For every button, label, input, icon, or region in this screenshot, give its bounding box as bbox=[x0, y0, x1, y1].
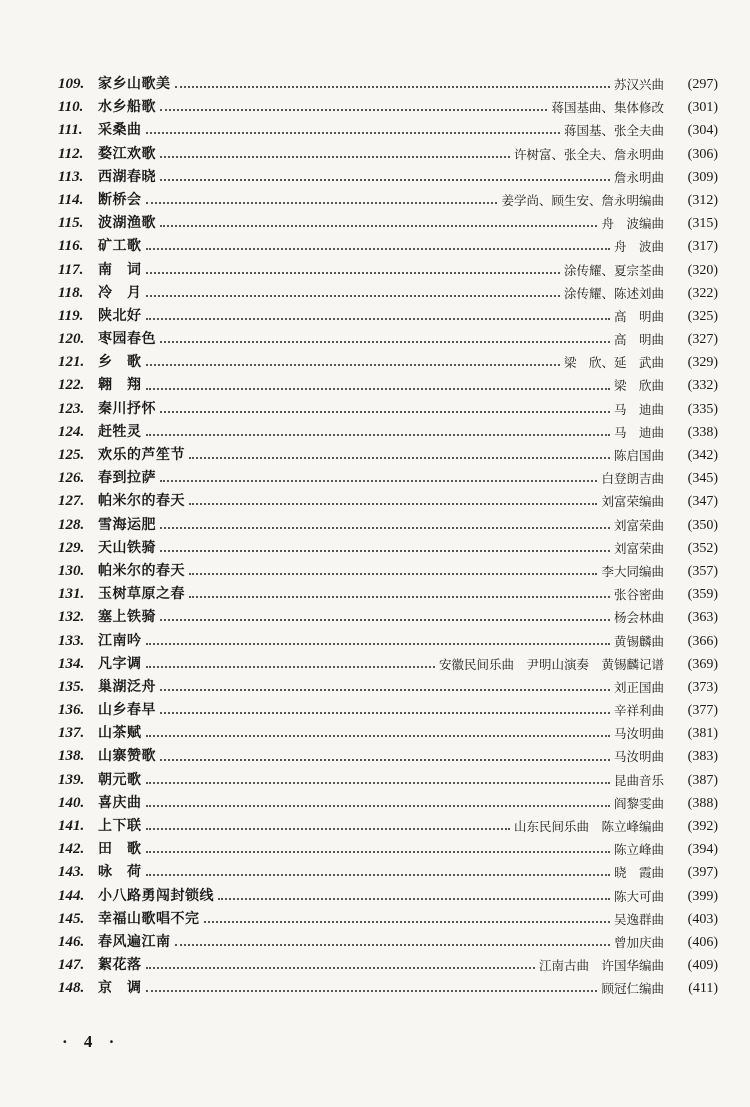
toc-entry bbox=[58, 954, 718, 977]
entry-page: (381) bbox=[687, 726, 718, 742]
entry-title: 南 词 bbox=[98, 261, 142, 278]
entry-page: (350) bbox=[687, 517, 718, 533]
toc-entry bbox=[58, 259, 718, 282]
entry-page: (312) bbox=[687, 192, 718, 208]
entry-title: 春到拉萨 bbox=[98, 470, 156, 487]
entry-number: 142. bbox=[58, 841, 85, 858]
entry-composer: 江南古曲 许国华编曲 bbox=[538, 958, 664, 974]
dot-leader bbox=[146, 131, 560, 134]
dot-leader bbox=[146, 734, 610, 737]
entry-title: 凡字调 bbox=[98, 655, 142, 672]
dot-leader bbox=[160, 526, 610, 529]
entry-number: 131. bbox=[58, 586, 85, 603]
entry-number: 120. bbox=[58, 331, 85, 348]
toc-entry bbox=[58, 722, 718, 745]
dot-leader bbox=[146, 873, 610, 876]
entry-title: 天山铁骑 bbox=[98, 539, 156, 556]
toc-entry bbox=[58, 467, 718, 490]
dot-leader bbox=[146, 989, 598, 992]
entry-title: 春风遍江南 bbox=[98, 933, 171, 950]
entry-number: 133. bbox=[58, 632, 85, 649]
entry-page: (366) bbox=[687, 633, 718, 649]
entry-number: 146. bbox=[58, 933, 85, 950]
dot-leader bbox=[146, 317, 610, 320]
entry-number: 143. bbox=[58, 864, 85, 881]
toc-entry bbox=[58, 374, 718, 397]
entry-composer: 蒋国基曲、集体修改 bbox=[551, 100, 664, 116]
entry-composer: 涂传耀、夏宗荃曲 bbox=[563, 262, 664, 278]
dot-leader bbox=[218, 897, 610, 900]
entry-composer: 高 明曲 bbox=[613, 308, 664, 324]
toc-entry bbox=[58, 769, 718, 792]
entry-composer: 梁 欣曲 bbox=[613, 378, 664, 394]
dot-leader bbox=[146, 827, 510, 830]
entry-page: (357) bbox=[687, 563, 718, 579]
toc-entry bbox=[58, 398, 718, 421]
entry-page: (325) bbox=[687, 308, 718, 324]
entry-title: 冷 月 bbox=[98, 284, 142, 301]
entry-page: (392) bbox=[687, 819, 718, 834]
toc-entry bbox=[58, 444, 718, 467]
page-number: · 4 · bbox=[62, 1032, 121, 1051]
toc-entry bbox=[58, 606, 718, 629]
entry-page: (359) bbox=[687, 587, 718, 603]
entry-number: 113. bbox=[58, 168, 84, 185]
entry-page: (387) bbox=[687, 772, 718, 788]
entry-composer: 苏汉兴曲 bbox=[613, 77, 664, 92]
dot-leader bbox=[160, 410, 610, 413]
dot-leader bbox=[146, 271, 560, 274]
dot-leader bbox=[160, 479, 597, 482]
entry-page: (335) bbox=[687, 401, 718, 417]
entry-composer: 黄锡麟曲 bbox=[613, 633, 664, 649]
dot-leader bbox=[160, 340, 610, 343]
entry-number: 140. bbox=[58, 794, 85, 811]
entry-page: (317) bbox=[687, 239, 718, 255]
entry-title: 帕米尔的春天 bbox=[98, 562, 185, 579]
dot-leader bbox=[160, 688, 610, 691]
entry-composer: 陈立峰曲 bbox=[613, 842, 664, 858]
entry-composer: 吴逸群曲 bbox=[613, 911, 664, 927]
dot-leader bbox=[189, 456, 610, 459]
entry-page: (345) bbox=[687, 471, 718, 487]
entry-composer: 马汝明曲 bbox=[613, 749, 664, 765]
entry-page: (327) bbox=[687, 332, 718, 348]
entry-number: 137. bbox=[58, 725, 85, 742]
entry-page: (309) bbox=[687, 169, 718, 185]
toc-entry bbox=[58, 583, 718, 606]
entry-composer: 刘富荣曲 bbox=[613, 517, 664, 533]
entry-title: 朝元歌 bbox=[98, 771, 142, 788]
entry-title: 婺江欢歌 bbox=[98, 145, 156, 162]
entry-number: 124. bbox=[58, 423, 85, 440]
entry-number: 110. bbox=[58, 99, 84, 116]
entry-page: (342) bbox=[687, 448, 718, 463]
entry-page: (320) bbox=[687, 262, 718, 278]
toc-entry bbox=[58, 305, 718, 328]
entry-composer: 刘富荣编曲 bbox=[601, 494, 664, 510]
entry-title: 玉树草原之春 bbox=[98, 586, 185, 603]
entry-composer: 陈大可曲 bbox=[613, 888, 664, 904]
entry-title: 上下联 bbox=[98, 818, 142, 834]
entry-page: (369) bbox=[687, 656, 718, 672]
entry-title: 家乡山歌美 bbox=[98, 76, 171, 92]
toc-entry bbox=[58, 166, 718, 189]
entry-number: 112. bbox=[58, 145, 84, 162]
entry-composer: 姜学尚、顾生安、詹永明编曲 bbox=[501, 192, 664, 208]
entry-composer: 詹永明曲 bbox=[613, 169, 664, 185]
entry-number: 138. bbox=[58, 748, 85, 765]
entry-title: 小八路勇闯封锁线 bbox=[98, 887, 214, 904]
dot-leader bbox=[146, 665, 435, 668]
entry-page: (315) bbox=[687, 216, 718, 232]
dot-leader bbox=[160, 549, 610, 552]
entry-page: (301) bbox=[687, 100, 718, 116]
entry-page: (332) bbox=[687, 378, 718, 394]
toc-entry bbox=[58, 514, 718, 537]
entry-composer: 马汝明曲 bbox=[613, 726, 664, 742]
entry-number: 127. bbox=[58, 493, 85, 510]
entry-title: 矿工歌 bbox=[98, 238, 142, 255]
toc-entry bbox=[58, 885, 718, 908]
toc-entry bbox=[58, 838, 718, 861]
entry-number: 128. bbox=[58, 516, 85, 533]
entry-page: (394) bbox=[687, 842, 718, 858]
entry-number: 126. bbox=[58, 470, 85, 487]
entry-title: 山寨赞歌 bbox=[98, 748, 156, 765]
toc-entry bbox=[58, 977, 718, 1000]
entry-number: 111. bbox=[58, 122, 83, 139]
entry-composer: 曾加庆曲 bbox=[613, 934, 664, 950]
dot-leader bbox=[175, 85, 610, 88]
toc-entry bbox=[58, 699, 718, 722]
entry-composer: 许树富、张全夫、詹永明曲 bbox=[513, 146, 664, 162]
toc-entry bbox=[58, 861, 718, 884]
entry-number: 117. bbox=[58, 261, 84, 278]
toc-entry bbox=[58, 815, 718, 838]
entry-number: 134. bbox=[58, 655, 85, 672]
entry-title: 田 歌 bbox=[98, 841, 142, 858]
entry-title: 乡 歌 bbox=[98, 354, 142, 371]
dot-leader bbox=[189, 572, 597, 575]
entry-page: (399) bbox=[687, 888, 718, 904]
entry-title: 赶牲灵 bbox=[98, 423, 142, 440]
entry-number: 135. bbox=[58, 678, 85, 695]
entry-title: 咏 荷 bbox=[98, 864, 142, 881]
entry-page: (338) bbox=[687, 424, 718, 440]
entry-page: (397) bbox=[687, 865, 718, 881]
entry-number: 118. bbox=[58, 284, 84, 301]
toc-entry bbox=[58, 792, 718, 815]
entry-title: 秦川抒怀 bbox=[98, 400, 156, 417]
dot-leader bbox=[146, 850, 610, 853]
toc-entry bbox=[58, 490, 718, 513]
entry-title: 絮花落 bbox=[98, 957, 142, 974]
entry-composer: 晓 霞曲 bbox=[613, 865, 664, 881]
toc-entry bbox=[58, 143, 718, 166]
entry-page: (347) bbox=[687, 494, 718, 510]
dot-leader bbox=[160, 178, 610, 181]
toc-entry bbox=[58, 630, 718, 653]
entry-page: (304) bbox=[687, 123, 718, 139]
toc-entry bbox=[58, 560, 718, 583]
entry-page: (352) bbox=[687, 540, 718, 556]
dot-leader bbox=[146, 201, 498, 204]
entry-title: 喜庆曲 bbox=[98, 794, 142, 811]
toc-entry bbox=[58, 328, 718, 351]
dot-leader bbox=[146, 433, 610, 436]
dot-leader bbox=[189, 502, 597, 505]
dot-leader bbox=[146, 966, 535, 969]
table-of-contents bbox=[58, 73, 718, 1001]
entry-title: 西湖春晓 bbox=[98, 168, 156, 185]
entry-number: 148. bbox=[58, 980, 85, 997]
entry-number: 115. bbox=[58, 215, 84, 232]
entry-title: 帕米尔的春天 bbox=[98, 493, 185, 510]
dot-leader bbox=[146, 642, 610, 645]
entry-number: 144. bbox=[58, 887, 85, 904]
entry-composer: 刘正国曲 bbox=[613, 679, 664, 695]
entry-composer: 陈启国曲 bbox=[613, 448, 664, 463]
entry-composer: 张谷密曲 bbox=[613, 587, 664, 603]
entry-composer: 辛祥利曲 bbox=[613, 703, 664, 719]
entry-number: 119. bbox=[58, 307, 84, 324]
entry-composer: 马 迪曲 bbox=[613, 401, 664, 417]
entry-number: 109. bbox=[58, 76, 85, 92]
dot-leader bbox=[146, 387, 610, 390]
entry-title: 巢湖泛舟 bbox=[98, 678, 156, 695]
dot-leader bbox=[160, 618, 610, 621]
dot-leader bbox=[204, 920, 610, 923]
entry-page: (388) bbox=[687, 795, 718, 811]
entry-title: 塞上铁骑 bbox=[98, 609, 156, 626]
entry-title: 断桥会 bbox=[98, 191, 142, 208]
toc-entry bbox=[58, 421, 718, 444]
dot-leader bbox=[160, 758, 610, 761]
entry-page: (383) bbox=[687, 749, 718, 765]
entry-title: 山茶赋 bbox=[98, 725, 142, 742]
dot-leader bbox=[175, 943, 610, 946]
toc-entry bbox=[58, 908, 718, 931]
dot-leader bbox=[160, 224, 597, 227]
entry-number: 114. bbox=[58, 191, 84, 208]
entry-composer: 梁 欣、延 武曲 bbox=[563, 355, 664, 371]
entry-number: 147. bbox=[58, 957, 85, 974]
entry-number: 130. bbox=[58, 562, 85, 579]
entry-composer: 杨会林曲 bbox=[613, 610, 664, 626]
entry-composer: 白登朗吉曲 bbox=[601, 471, 664, 487]
entry-composer: 刘富荣曲 bbox=[613, 540, 664, 556]
entry-page: (373) bbox=[687, 679, 718, 695]
entry-page: (306) bbox=[687, 146, 718, 162]
toc-entry bbox=[58, 745, 718, 768]
toc-entry bbox=[58, 235, 718, 258]
entry-number: 122. bbox=[58, 377, 85, 394]
entry-composer: 高 明曲 bbox=[613, 332, 664, 348]
toc-entry bbox=[58, 676, 718, 699]
entry-number: 116. bbox=[58, 238, 84, 255]
entry-composer: 山东民间乐曲 陈立峰编曲 bbox=[513, 819, 664, 834]
entry-page: (377) bbox=[687, 703, 718, 719]
entry-number: 136. bbox=[58, 702, 85, 719]
toc-entry bbox=[58, 537, 718, 560]
entry-page: (363) bbox=[687, 610, 718, 626]
toc-entry bbox=[58, 931, 718, 954]
entry-composer: 蒋国基、张全夫曲 bbox=[563, 123, 664, 139]
entry-title: 山乡春早 bbox=[98, 702, 156, 719]
toc-entry bbox=[58, 653, 718, 676]
toc-entry bbox=[58, 73, 718, 96]
entry-title: 枣园春色 bbox=[98, 331, 156, 348]
entry-page: (411) bbox=[688, 981, 718, 997]
dot-leader bbox=[189, 595, 610, 598]
entry-page: (329) bbox=[687, 355, 718, 371]
toc-entry bbox=[58, 212, 718, 235]
toc-entry bbox=[58, 351, 718, 374]
entry-title: 水乡船歌 bbox=[98, 99, 156, 116]
toc-entry bbox=[58, 282, 718, 305]
entry-page: (297) bbox=[687, 77, 718, 92]
dot-leader bbox=[160, 108, 547, 111]
entry-title: 江南吟 bbox=[98, 632, 142, 649]
entry-number: 121. bbox=[58, 354, 85, 371]
dot-leader bbox=[146, 247, 610, 250]
entry-page: (403) bbox=[687, 911, 718, 927]
dot-leader bbox=[146, 294, 560, 297]
dot-leader bbox=[160, 711, 610, 714]
toc-entry bbox=[58, 96, 718, 119]
entry-composer: 舟 波曲 bbox=[613, 239, 664, 255]
entry-number: 123. bbox=[58, 400, 85, 417]
toc-entry bbox=[58, 189, 718, 212]
entry-composer: 顾冠仁编曲 bbox=[601, 981, 664, 997]
entry-number: 132. bbox=[58, 609, 85, 626]
entry-composer: 安徽民间乐曲 尹明山演奏 黄锡麟记谱 bbox=[438, 656, 664, 672]
entry-page: (409) bbox=[687, 958, 718, 974]
dot-leader bbox=[146, 781, 610, 784]
entry-title: 欢乐的芦笙节 bbox=[98, 447, 185, 463]
entry-title: 陕北好 bbox=[98, 307, 142, 324]
entry-number: 129. bbox=[58, 539, 85, 556]
entry-title: 京 调 bbox=[98, 980, 142, 997]
dot-leader bbox=[160, 155, 510, 158]
entry-number: 141. bbox=[58, 818, 85, 834]
entry-title: 波湖渔歌 bbox=[98, 215, 156, 232]
entry-composer: 舟 波编曲 bbox=[601, 216, 664, 232]
entry-title: 幸福山歌唱不完 bbox=[98, 910, 200, 927]
entry-composer: 李大同编曲 bbox=[601, 563, 664, 579]
entry-composer: 涂传耀、陈述刘曲 bbox=[563, 285, 664, 301]
dot-leader bbox=[146, 363, 560, 366]
entry-number: 139. bbox=[58, 771, 85, 788]
entry-number: 125. bbox=[58, 447, 85, 463]
entry-page: (322) bbox=[687, 285, 718, 301]
toc-entry bbox=[58, 119, 718, 142]
entry-number: 145. bbox=[58, 910, 85, 927]
entry-composer: 昆曲音乐 bbox=[613, 772, 664, 788]
entry-title: 雪海运肥 bbox=[98, 516, 156, 533]
dot-leader bbox=[146, 804, 610, 807]
entry-composer: 阎黎雯曲 bbox=[613, 795, 664, 811]
entry-composer: 马 迪曲 bbox=[613, 424, 664, 440]
entry-title: 采桑曲 bbox=[98, 122, 142, 139]
entry-page: (406) bbox=[687, 934, 718, 950]
entry-title: 翱 翔 bbox=[98, 377, 142, 394]
